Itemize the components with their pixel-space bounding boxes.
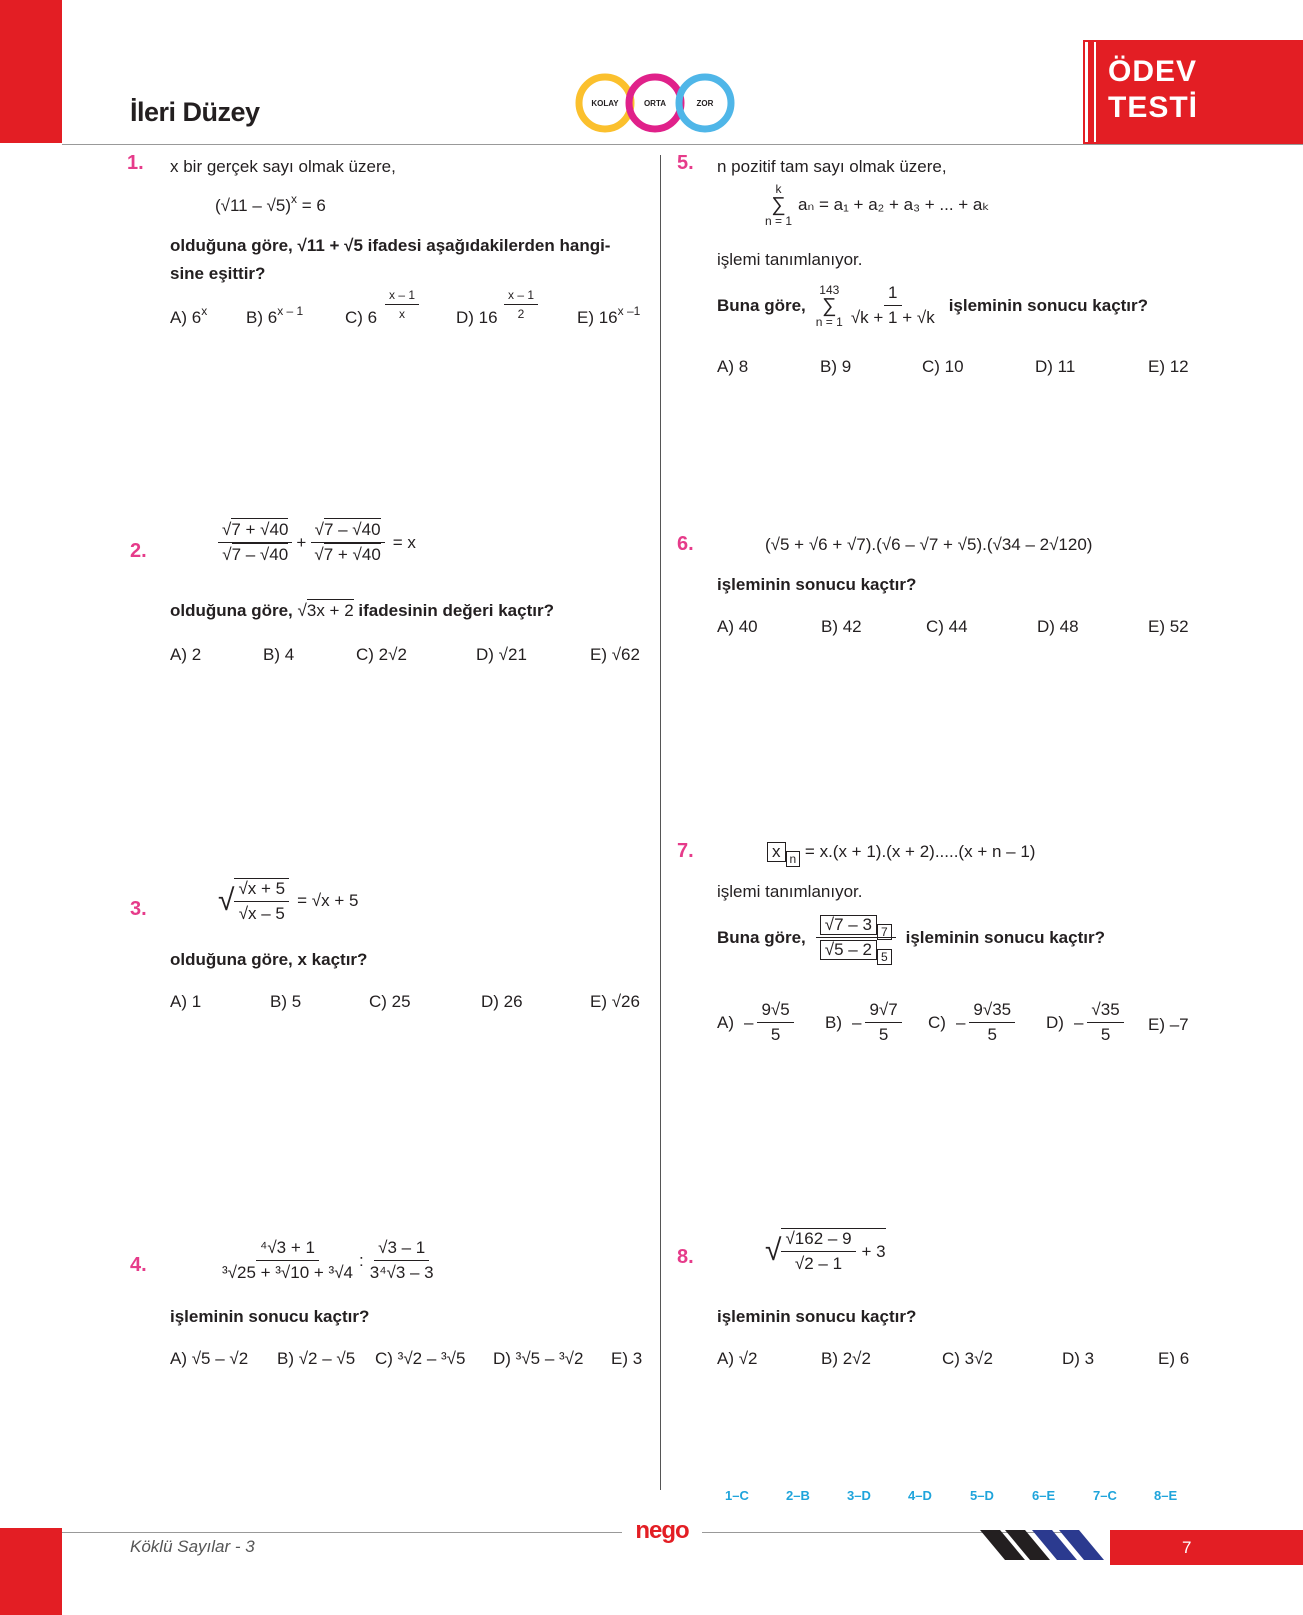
- q7-option-a[interactable]: A) – $\frac{9√5}{5}$: [717, 1000, 794, 1045]
- answer-key-item: 2–B: [786, 1488, 810, 1503]
- question-number: 2.: [130, 540, 147, 562]
- q3-option-c[interactable]: C) 25: [369, 992, 411, 1011]
- q1-option-a[interactable]: A) 6$^x$: [170, 304, 208, 327]
- q4-question: işleminin sonucu kaçtır?: [170, 1307, 370, 1326]
- question-number: 3.: [130, 898, 147, 920]
- badge-line1: ÖDEV: [1108, 55, 1198, 88]
- q6-option-c[interactable]: C) 44: [926, 617, 968, 636]
- page-title: İleri Düzey: [130, 97, 260, 127]
- column-divider: [660, 155, 661, 1490]
- question-number: 8.: [677, 1246, 694, 1268]
- q8-option-d[interactable]: D) 3: [1062, 1349, 1095, 1368]
- q2-option-a[interactable]: A) 2: [170, 645, 202, 664]
- q3-option-b[interactable]: B) 5: [270, 992, 302, 1011]
- q4-option-e[interactable]: E) 3: [611, 1349, 643, 1368]
- q1-option-d[interactable]: D) 16 $\frac{x - 1}{2}$: [456, 308, 498, 328]
- q6-option-e[interactable]: E) 52: [1148, 617, 1189, 636]
- level-kolay: KOLAY: [591, 99, 619, 108]
- q7-question: Buna göre, $\frac{√7 - 3 7}{√5 - 2 5}$ işleminin sonucu kaçtır?: [717, 915, 1105, 964]
- left-red-band-top: [0, 0, 62, 143]
- q2-option-d[interactable]: D) √21: [476, 645, 527, 664]
- q8-question: işleminin sonucu kaçtır?: [717, 1307, 917, 1326]
- q8-expression: √ $\frac{√162 - 9}{√2 - 1}$ + 3: [765, 1229, 886, 1273]
- page-number: 7: [1182, 1538, 1192, 1557]
- q5-definition: k ∑ n = 1 aₙ = a₁ + a₂ + a₃ + ... + aₖ: [765, 182, 990, 228]
- q6-option-d[interactable]: D) 48: [1037, 617, 1079, 636]
- level-orta: ORTA: [643, 99, 667, 108]
- q5-question: Buna göre, 143 ∑ n = 1 $\frac{1}{√k + 1 + √k}$ işleminin sonucu kaçtır?: [717, 282, 1149, 329]
- q4-option-b[interactable]: B) √2 – √5: [277, 1349, 356, 1368]
- odev-testi-badge: [1085, 42, 1303, 142]
- header-rule: [62, 144, 1303, 145]
- q7-definition: x n = x.(x + 1).(x + 2).....(x + n – 1): [767, 842, 1035, 862]
- q4-option-d[interactable]: D) ³√5 – ³√2: [493, 1349, 584, 1368]
- q5-defined: işlemi tanımlanıyor.: [717, 250, 863, 269]
- q5-option-c[interactable]: C) 10: [922, 357, 964, 376]
- q7-option-e[interactable]: E) –7: [1148, 1015, 1189, 1034]
- q2-option-b[interactable]: B) 4: [263, 645, 295, 664]
- answer-key-item: 1–C: [725, 1488, 749, 1503]
- q4-expression: $\frac{\text{⁴√3 + 1}}{\text{³√25 + ³√10 + ³√4}}$ : $\frac{√3 - 1}{\text{3⁴√3 – 3}}$: [222, 1238, 434, 1282]
- answer-key-item: 3–D: [847, 1488, 871, 1503]
- q3-question: olduğuna göre, x kaçtır?: [170, 950, 368, 969]
- page-number-box: [1110, 1530, 1303, 1565]
- q3-equation: √ $\frac{√x + 5}{√x - 5}$ = √x + 5: [218, 879, 359, 923]
- q7-option-b[interactable]: B) – $\frac{9√7}{5}$: [825, 1000, 902, 1045]
- q6-option-a[interactable]: A) 40: [717, 617, 758, 636]
- q2-option-c[interactable]: C) 2√2: [356, 645, 407, 664]
- level-zor: ZOR: [696, 99, 714, 108]
- q7-option-d[interactable]: D) – $\frac{√35}{5}$: [1046, 1000, 1124, 1045]
- answer-key-item: 4–D: [908, 1488, 932, 1503]
- q3-option-d[interactable]: D) 26: [481, 992, 523, 1011]
- q1-option-b[interactable]: B) 6$^{x - 1}$: [246, 304, 304, 327]
- q1-intro: x bir gerçek sayı olmak üzere,: [170, 157, 396, 176]
- q1-option-e[interactable]: E) 16$^{x -1}$: [577, 304, 641, 327]
- q5-intro: n pozitif tam sayı olmak üzere,: [717, 157, 947, 176]
- q8-option-a[interactable]: A) √2: [717, 1349, 758, 1368]
- nego-logo-icon: nego: [622, 1517, 702, 1547]
- badge-line2: TESTİ: [1108, 91, 1199, 124]
- q2-equation: $\frac{√7 + √40}{√7 - √40}$ + $\frac{√7 - √40}{√7 + √40}$ = x: [218, 520, 416, 565]
- q1-question-b: sine eşittir?: [170, 264, 266, 283]
- answer-key-item: 5–D: [970, 1488, 994, 1503]
- q6-expression: (√5 + √6 + √7).(√6 – √7 + √5).(√34 – 2√120): [765, 535, 1093, 554]
- q1-option-c[interactable]: C) 6 $\frac{x - 1}{x}$: [345, 308, 377, 328]
- question-number: 5.: [677, 152, 694, 174]
- q8-option-b[interactable]: B) 2√2: [821, 1349, 871, 1368]
- left-red-band-bottom: [0, 1528, 62, 1615]
- q6-option-b[interactable]: B) 42: [821, 617, 862, 636]
- q3-option-e[interactable]: E) √26: [590, 992, 640, 1011]
- q4-option-a[interactable]: A) √5 – √2: [170, 1349, 249, 1368]
- answer-key-item: 7–C: [1093, 1488, 1117, 1503]
- q2-question: olduğuna göre, √3x + 2 ifadesinin değeri kaçtır?: [170, 601, 554, 620]
- q7-option-c[interactable]: C) – $\frac{9√35}{5}$: [928, 1000, 1015, 1045]
- q1-question-a: olduğuna göre, √11 + √5 ifadesi aşağıdakilerden hangi-: [170, 236, 611, 255]
- question-number: 6.: [677, 533, 694, 555]
- difficulty-circles-icon: [575, 70, 735, 140]
- footer-topic: Köklü Sayılar - 3: [130, 1537, 255, 1556]
- footer-rule: [62, 1532, 1062, 1533]
- stripes-decoration-icon: [980, 1530, 1120, 1570]
- q5-option-e[interactable]: E) 12: [1148, 357, 1189, 376]
- q8-option-e[interactable]: E) 6: [1158, 1349, 1190, 1368]
- q6-question: işleminin sonucu kaçtır?: [717, 575, 917, 594]
- question-number: 1.: [127, 152, 144, 174]
- q1-condition: (√11 – √5)$^x$ = 6: [215, 192, 326, 215]
- question-number: 7.: [677, 840, 694, 862]
- q4-option-c[interactable]: C) ³√2 – ³√5: [375, 1349, 466, 1368]
- q5-option-b[interactable]: B) 9: [820, 357, 852, 376]
- answer-key-item: 6–E: [1032, 1488, 1056, 1503]
- q3-option-a[interactable]: A) 1: [170, 992, 202, 1011]
- q2-option-e[interactable]: E) √62: [590, 645, 640, 664]
- q7-defined: işlemi tanımlanıyor.: [717, 882, 863, 901]
- q8-option-c[interactable]: C) 3√2: [942, 1349, 993, 1368]
- q5-option-d[interactable]: D) 11: [1035, 357, 1076, 376]
- question-number: 4.: [130, 1254, 147, 1276]
- answer-key-item: 8–E: [1154, 1488, 1178, 1503]
- q5-option-a[interactable]: A) 8: [717, 357, 749, 376]
